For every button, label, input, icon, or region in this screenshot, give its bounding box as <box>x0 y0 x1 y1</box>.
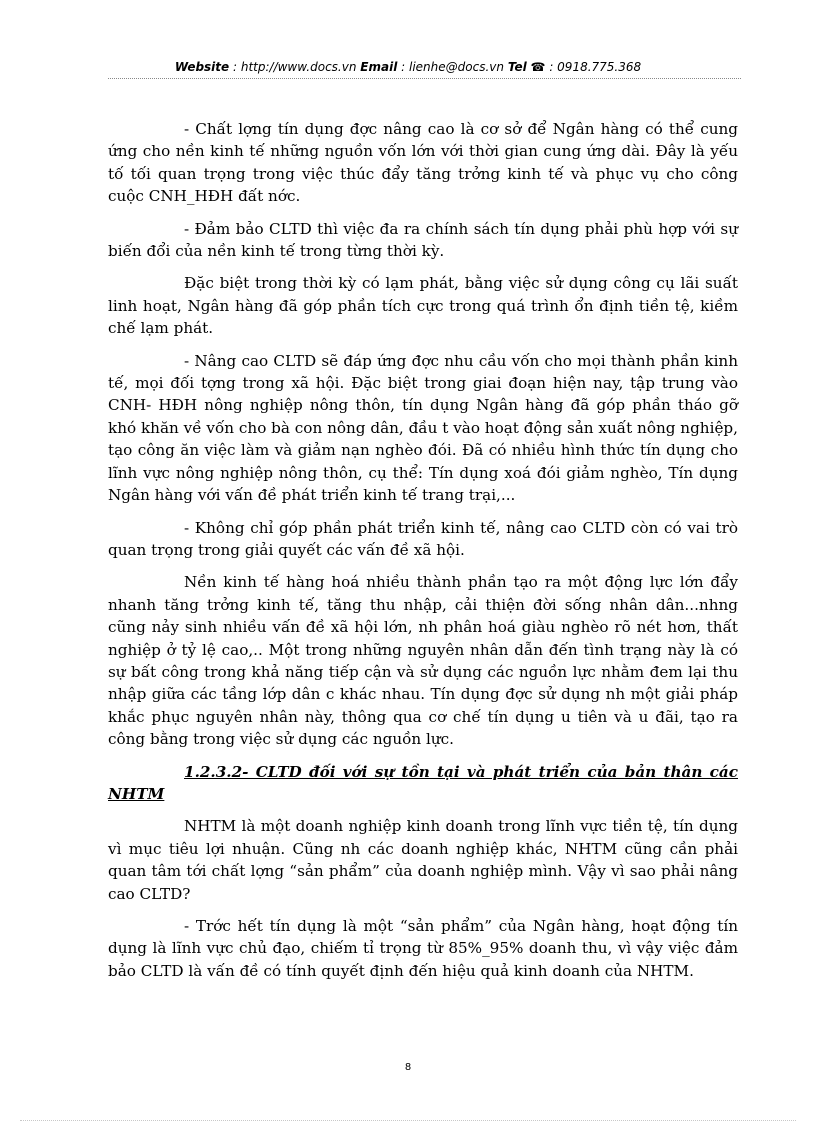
phone-icon: ☎ <box>530 60 546 74</box>
paragraph: - Chất lợng tín dụng đợc nâng cao là cơ sở để Ngân hàng có thể cung ứng cho nền kinh tế những nguồn vốn lớn với thời gian cung ứng dài. Đây là yếu tố tối quan trọng trong việc thúc đẩy tăng trởng kinh tế và phục vụ cho công cuộc CNH_HĐH đất nớc. <box>108 120 738 206</box>
website-label: Website <box>174 60 230 74</box>
paragraph: Nền kinh tế hàng hoá nhiều thành phần tạo ra một động lực lớn đẩy nhanh tăng trởng kinh tế, tăng thu nhập, cải thiện đời sống nhân dân...nhng cũng nảy sinh nhiều vấn đề xã hội lớn, nh phân hoá giàu nghèo rõ nét hơn, thất nghiệp ở tỷ lệ cao,.. Một trong những nguyên nhân dẫn đến tình trạng này là có sự bất công trong khả năng tiếp cận và sử dụng các nguồn lực nhằm đem lại thu nhập giữa các tầng lớp dân c khác nhau. Tín dụng đợc sử dụng nh một giải pháp khắc phục nguyên nhân này, thông qua cơ chế tín dụng u tiên và u đãi, tạo ra công bằng trong việc sử dụng các nguồn lực. <box>108 573 738 749</box>
section-heading: 1.2.3.2- CLTD đối với sự tồn tại và phát triển của bản thân các NHTM <box>108 762 738 803</box>
page-number: 8 <box>404 1062 412 1073</box>
page-header <box>0 60 816 74</box>
paragraph: NHTM là một doanh nghiệp kinh doanh trong lĩnh vực tiền tệ, tín dụng vì mục tiêu lợi nhuận. Cũng nh các doanh nghiệp khác, NHTM cũng cần phải quan tâm tới chất lợng “sản phẩm” của doanh nghiệp mình. Vậy vì sao phải nâng cao CLTD? <box>108 817 738 903</box>
paragraph: - Không chỉ góp phần phát triển kinh tế, nâng cao CLTD còn có vai trò quan trọng trong giải quyết các vấn đề xã hội. <box>108 518 738 559</box>
header-divider <box>108 78 741 79</box>
document-body <box>108 118 738 992</box>
tel-value: : 0918.775.368 <box>549 60 642 74</box>
paragraph: Đặc biệt trong thời kỳ có lạm phát, bằng việc sử dụng công cụ lãi suất linh hoạt, Ngân hàng đã góp phần tích cực trong quá trình ổn định tiền tệ, kiềm chế lạm phát. <box>108 274 738 338</box>
website-value: : http://www.docs.vn <box>233 60 357 74</box>
paragraph: - Đảm bảo CLTD thì việc đa ra chính sách tín dụng phải phù hợp với sự biến đổi của nền kinh tế trong từng thời kỳ. <box>108 219 738 261</box>
paragraph: - Nâng cao CLTD sẽ đáp ứng đợc nhu cầu vốn cho mọi thành phần kinh tế, mọi đối tợng trong xã hội. Đặc biệt trong giai đoạn hiện nay, tập trung vào CNH- HĐH nông nghiệp nông thôn, tín dụng Ngân hàng đã góp phần tháo gỡ khó khăn về vốn cho bà con nông dân, đầu t vào hoạt động sản xuất nông nghiệp, tạo công ăn việc làm và giảm nạn nghèo đói. Đã có nhiều hình thức tín dụng cho lĩnh vực nông nghiệp nông thôn, cụ thể: Tín dụng xoá đói giảm nghèo, Tín dụng Ngân hàng với vấn đề phát triển kinh tế trang trại,... <box>108 351 738 505</box>
paragraph: - Trớc hết tín dụng là một “sản phẩm” của Ngân hàng, hoạt động tín dụng là lĩnh vực chủ đạo, chiếm tỉ trọng từ 85%_95% doanh thu, vì vậy việc đảm bảo CLTD là vấn đề có tính quyết định đến hiệu quả kinh doanh của NHTM. <box>108 917 738 980</box>
email-label: Email <box>360 60 398 74</box>
email-value: : lienhe@docs.vn <box>401 60 504 74</box>
tel-label: Tel <box>507 60 527 74</box>
page-bottom-divider <box>20 1120 796 1121</box>
